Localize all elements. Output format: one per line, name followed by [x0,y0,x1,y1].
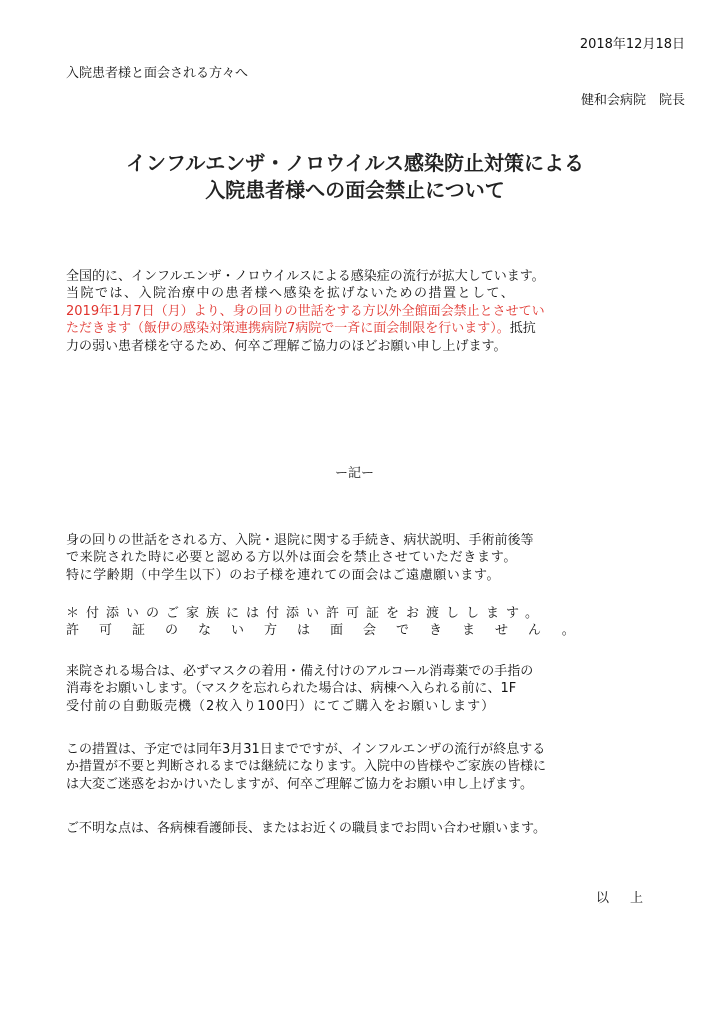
intro-line-4-tail: 抵抗 [509,321,536,337]
rule3-line-2: 消毒をお願いします。（マスクを忘れられた場合は、病棟へ入られる前に、1F [66,681,517,697]
rule-paragraph-visitors [66,532,656,584]
rule-paragraph-duration [66,741,656,793]
addressee: 入院患者様と面会される方々へ [66,66,249,81]
intro-line-4-highlight: ただきます（飯伊の感染対策連携病院7病院で一斉に面会制限を行います）。 [66,321,510,337]
closing-mark: 以 上 [595,891,647,906]
rule4-line-1: この措置は、予定では同年3月31日までですが、インフルエンザの流行が終息する [66,742,546,757]
ki-heading: ー記ー [334,466,374,481]
rule-paragraph-mask [66,663,656,715]
intro-line-3-highlight: 2019年1月7日（月）より、身の回りの世話をする方以外全館面会禁止とさせてい [66,303,545,319]
intro-line-1: 全国的に、インフルエンザ・ノロウイルスによる感染症の流行が拡大しています。 [66,269,545,284]
title-line-1: インフルエンザ・ノロウイルス感染防止対策による [126,151,584,175]
rule-paragraph-contact [66,820,656,837]
document-title [60,150,650,204]
intro-line-2: 当院では、入院治療中の患者様へ感染を拡げないための措置として、 [66,286,516,302]
rule5-line-1: ご不明な点は、各病棟看護師長、またはお近くの職員までお問い合わせ願います。 [66,821,546,836]
document-date: 2018年12月18日 [579,37,685,52]
intro-line-4 [66,320,656,337]
rule4-line-3: は大変ご迷惑をおかけいたしますが、何卒ご理解ご協力をお願い申し上げます。 [66,776,533,792]
sender: 健和会病院 院長 [580,93,685,108]
rule4-line-2: か措置が不要と判断されるまでは継続になります。入院中の皆様やご家族の皆様に [66,759,546,775]
rule3-line-3: 受付前の自動販売機（2枚入り100円）にてご購入をお願いします） [66,698,496,714]
title-line-2: 入院患者様への面会禁止について [205,178,505,202]
rule2-line-1: ＊付添いのご家族には付添い許可証をお渡しします。 [66,606,545,621]
rule1-line-2: で来院された時に必要と認める方以外は面会を禁止させていただきます。 [66,550,518,566]
rule1-line-1: 身の回りの世話をされる方、入院・退院に関する手続き、病状説明、手術前後等 [66,533,534,548]
rule-paragraph-permit [66,605,656,640]
rule1-line-3: 特に学齢期（中学生以下）のお子様を連れての面会はご遠慮願います。 [66,567,501,583]
rule3-line-1: 来院される場合は、必ずマスクの着用・備え付けのアルコール消毒薬での手指の [66,664,534,679]
intro-line-5: 力の弱い患者様を守るため、何卒ご理解ご協力のほどお願い申し上げます。 [66,338,507,354]
rule2-line-2: 許可証のない方は面会できません。 [66,623,595,639]
intro-paragraph [66,268,656,355]
